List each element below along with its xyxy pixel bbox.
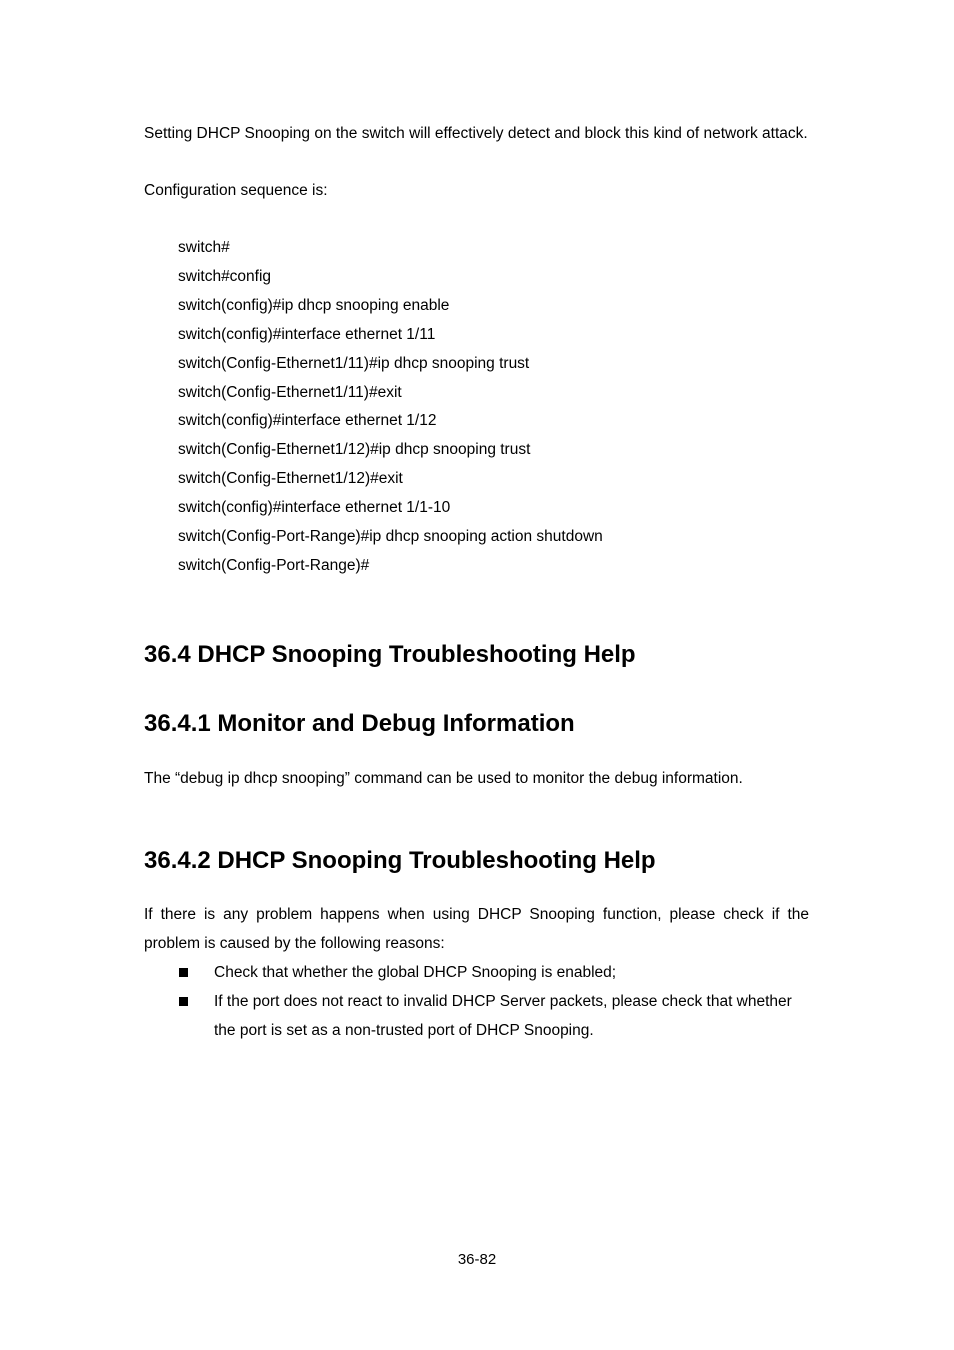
config-command-line: switch(Config-Ethernet1/11)#ip dhcp snooping trust <box>178 354 530 372</box>
config-command-line: switch(config)#interface ethernet 1/12 <box>178 412 437 430</box>
config-command-line: switch(config)#ip dhcp snooping enable <box>178 296 450 314</box>
square-bullet-icon <box>179 968 188 977</box>
config-command-line: switch(Config-Ethernet1/11)#exit <box>178 383 402 401</box>
intro-paragraph: Setting DHCP Snooping on the switch will effectively detect and block this kind of network attack. <box>144 125 808 142</box>
page-number: 36-82 <box>457 1251 497 1268</box>
section-heading-36-4-2: 36.4.2 DHCP Snooping Troubleshooting Help <box>144 847 656 874</box>
config-command-line: switch(Config-Ethernet1/12)#ip dhcp snooping trust <box>178 441 531 459</box>
config-command-line: switch(config)#interface ethernet 1/11 <box>178 325 436 343</box>
config-command-line: switch(config)#interface ethernet 1/1-10 <box>178 499 451 517</box>
troubleshooting-paragraph: If there is any problem happens when using DHCP Snooping function, please check if the problem is caused by the following reasons: <box>144 906 809 952</box>
config-sequence-label: Configuration sequence is: <box>144 182 328 199</box>
debug-info-paragraph: The “debug ip dhcp snooping” command can be used to monitor the debug information. <box>144 770 743 787</box>
bullet-item <box>178 958 810 987</box>
config-command-line: switch(Config-Port-Range)#ip dhcp snooping action shutdown <box>178 528 603 546</box>
config-command-line: switch(Config-Port-Range)# <box>178 556 370 574</box>
troubleshooting-bullet-list <box>178 958 810 1045</box>
config-command-line: switch# <box>178 239 230 256</box>
bullet-text: Check that whether the global DHCP Snooping is enabled; <box>214 964 617 981</box>
bullet-item <box>178 987 810 1045</box>
section-heading-36-4: 36.4 DHCP Snooping Troubleshooting Help <box>144 641 636 668</box>
square-bullet-icon <box>179 997 188 1006</box>
config-command-list <box>178 234 603 581</box>
section-heading-36-4-1: 36.4.1 Monitor and Debug Information <box>144 710 575 737</box>
config-command-line: switch#config <box>178 267 272 285</box>
config-command-line: switch(Config-Ethernet1/12)#exit <box>178 470 403 488</box>
bullet-text: If the port does not react to invalid DHCP Server packets, please check that whether the port is set as a non-trusted port of DHCP Snooping. <box>214 993 792 1039</box>
